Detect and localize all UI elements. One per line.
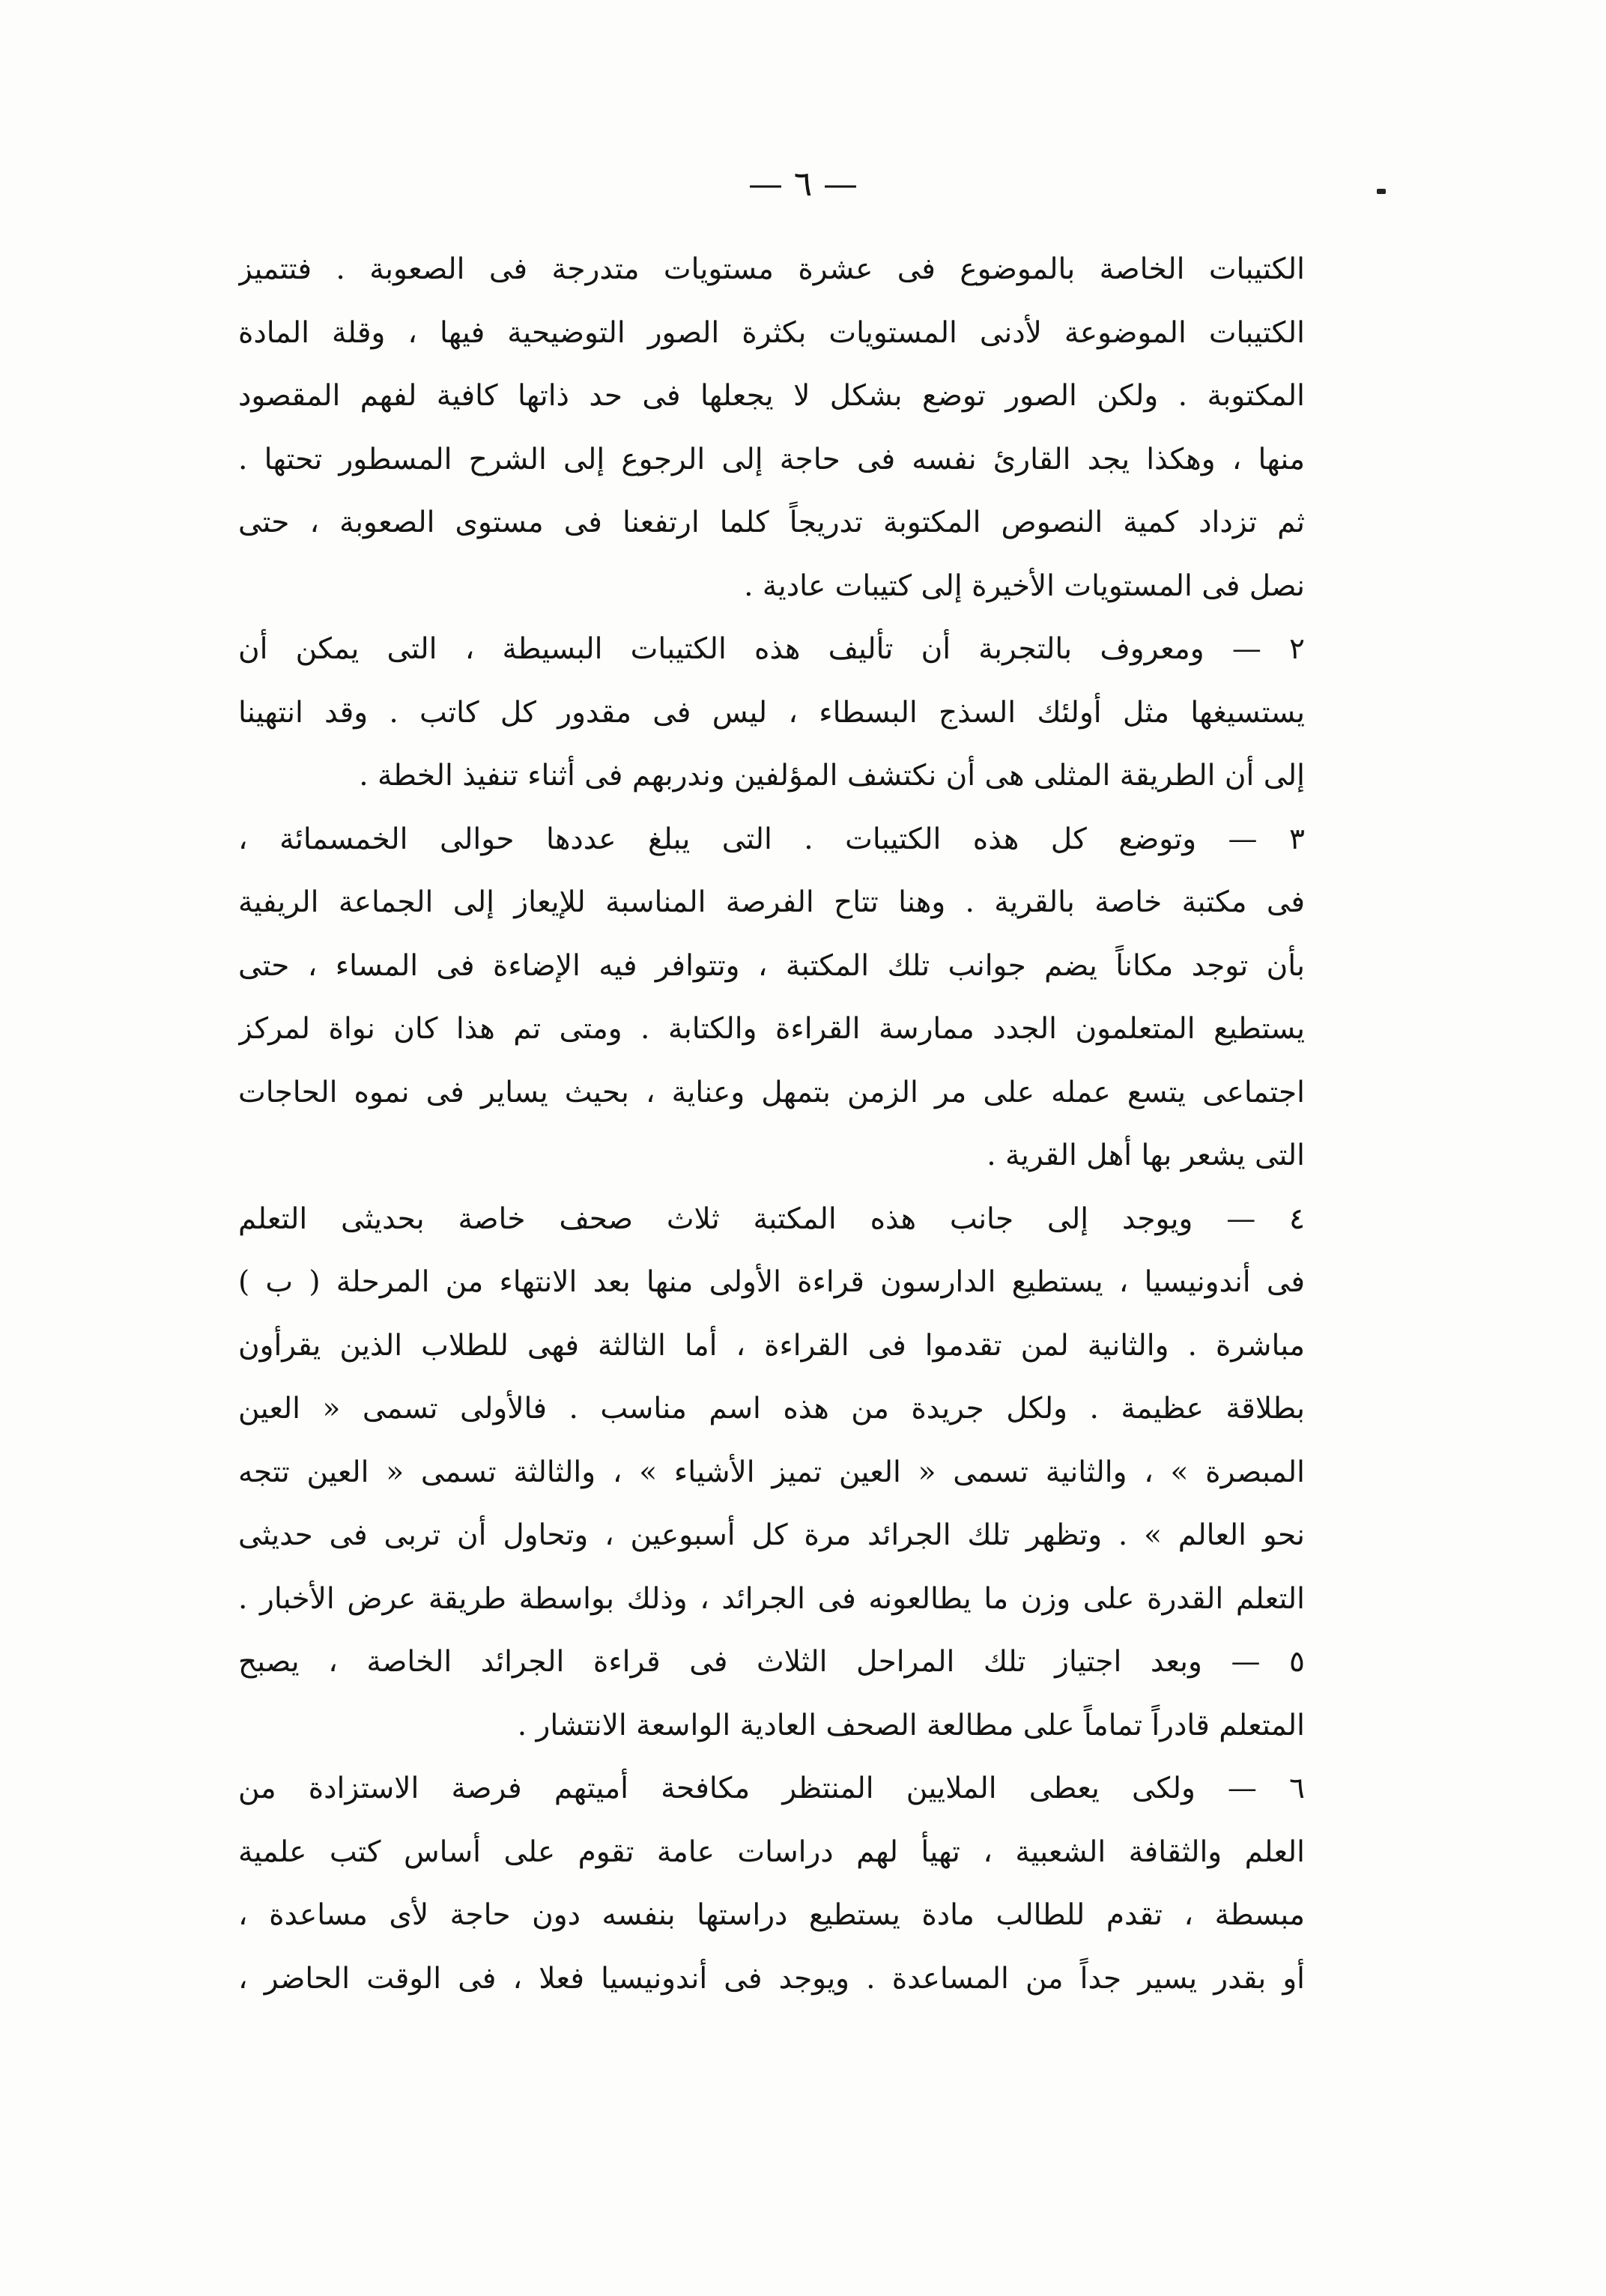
text-line: التعلم القدرة على وزن ما يطالعونه فى الجرائد ، وذلك بواسطة طريقة عرض الأخبار .	[238, 1581, 1305, 1616]
text-line: الكتيبات الموضوعة لأدنى المستويات بكثرة الصور التوضيحية فيها ، وقلة المادة	[238, 315, 1305, 350]
text-line: المبصرة » ، والثانية تسمى « العين تميز الأشياء » ، والثالثة تسمى « العين تتجه	[238, 1455, 1305, 1489]
text-line: نصل فى المستويات الأخيرة إلى كتيبات عادية .	[744, 569, 1305, 603]
text-line: ٢ — ومعروف بالتجربة أن تأليف هذه الكتيبات البسيطة ، التى يمكن أن	[238, 632, 1305, 666]
page-number: — ٦ —	[748, 163, 858, 204]
text-line: الكتيبات الخاصة بالموضوع فى عشرة مستويات متدرجة فى الصعوبة . فتتميز	[238, 252, 1305, 286]
text-line: نحو العالم » . وتظهر تلك الجرائد مرة كل أسبوعين ، وتحاول أن تربى فى حديثى	[238, 1518, 1305, 1552]
text-line: المكتوبة . ولكن الصور توضع بشكل لا يجعلها فى حد ذاتها كافية لفهم المقصود	[238, 379, 1305, 413]
scan-speck	[1377, 189, 1386, 194]
body-text	[238, 238, 1305, 2011]
text-line: بأن توجد مكاناً يضم جوانب تلك المكتبة ، وتتوافر فيه الإضاءة فى المساء ، حتى	[238, 948, 1305, 983]
text-line: أو بقدر يسير جداً من المساعدة . ويوجد فى أندونيسيا فعلا ، فى الوقت الحاضر ،	[238, 1961, 1305, 1996]
text-line: فى أندونيسيا ، يستطيع الدارسون قراءة الأولى منها بعد الانتهاء من المرحلة ( ب )	[238, 1265, 1305, 1299]
text-line: العلم والثقافة الشعبية ، تهيأ لهم دراسات عامة تقوم على أساس كتب علمية	[238, 1835, 1305, 1869]
text-line: منها ، وهكذا يجد القارئ نفسه فى حاجة إلى الرجوع إلى الشرح المسطور تحتها .	[238, 442, 1305, 476]
text-line: ٤ — ويوجد إلى جانب هذه المكتبة ثلاث صحف خاصة بحديثى التعلم	[238, 1202, 1305, 1236]
text-line: إلى أن الطريقة المثلى هى أن نكتشف المؤلفين وندربهم فى أثناء تنفيذ الخطة .	[359, 759, 1305, 793]
text-line: ٣ — وتوضع كل هذه الكتيبات . التى يبلغ عددها حوالى الخمسمائة ،	[238, 822, 1305, 856]
text-line: يستسيغها مثل أولئك السذج البسطاء ، ليس فى مقدور كل كاتب . وقد انتهينا	[238, 695, 1305, 730]
text-line: ٥ — وبعد اجتياز تلك المراحل الثلاث فى قراءة الجرائد الخاصة ، يصبح	[238, 1645, 1305, 1679]
text-line: فى مكتبة خاصة بالقرية . وهنا تتاح الفرصة المناسبة للإيعاز إلى الجماعة الريفية	[238, 885, 1305, 919]
text-line: اجتماعى يتسع عمله على مر الزمن بتمهل وعناية ، بحيث يساير فى نموه الحاجات	[238, 1075, 1305, 1109]
text-line: المتعلم قادراً تماماً على مطالعة الصحف العادية الواسعة الانتشار .	[517, 1708, 1305, 1742]
text-line: بطلاقة عظيمة . ولكل جريدة من هذه اسم مناسب . فالأولى تسمى « العين	[238, 1392, 1305, 1426]
text-line: ثم تزداد كمية النصوص المكتوبة تدريجاً كلما ارتفعنا فى مستوى الصعوبة ، حتى	[238, 506, 1305, 539]
text-line: مبسطة ، تقدم للطالب مادة يستطيع دراستها بنفسه دون حاجة لأى مساعدة ،	[238, 1898, 1305, 1932]
text-line: ٦ — ولكى يعطى الملايين المنتظر مكافحة أميتهم فرصة الاستزادة من	[238, 1772, 1305, 1805]
text-line: مباشرة . والثانية لمن تقدموا فى القراءة ، أما الثالثة فهى للطلاب الذين يقرأون	[238, 1328, 1305, 1363]
text-line: التى يشعر بها أهل القرية .	[987, 1139, 1305, 1172]
text-line: يستطيع المتعلمون الجدد ممارسة القراءة والكتابة . ومتى تم هذا كان نواة لمركز	[238, 1012, 1305, 1046]
